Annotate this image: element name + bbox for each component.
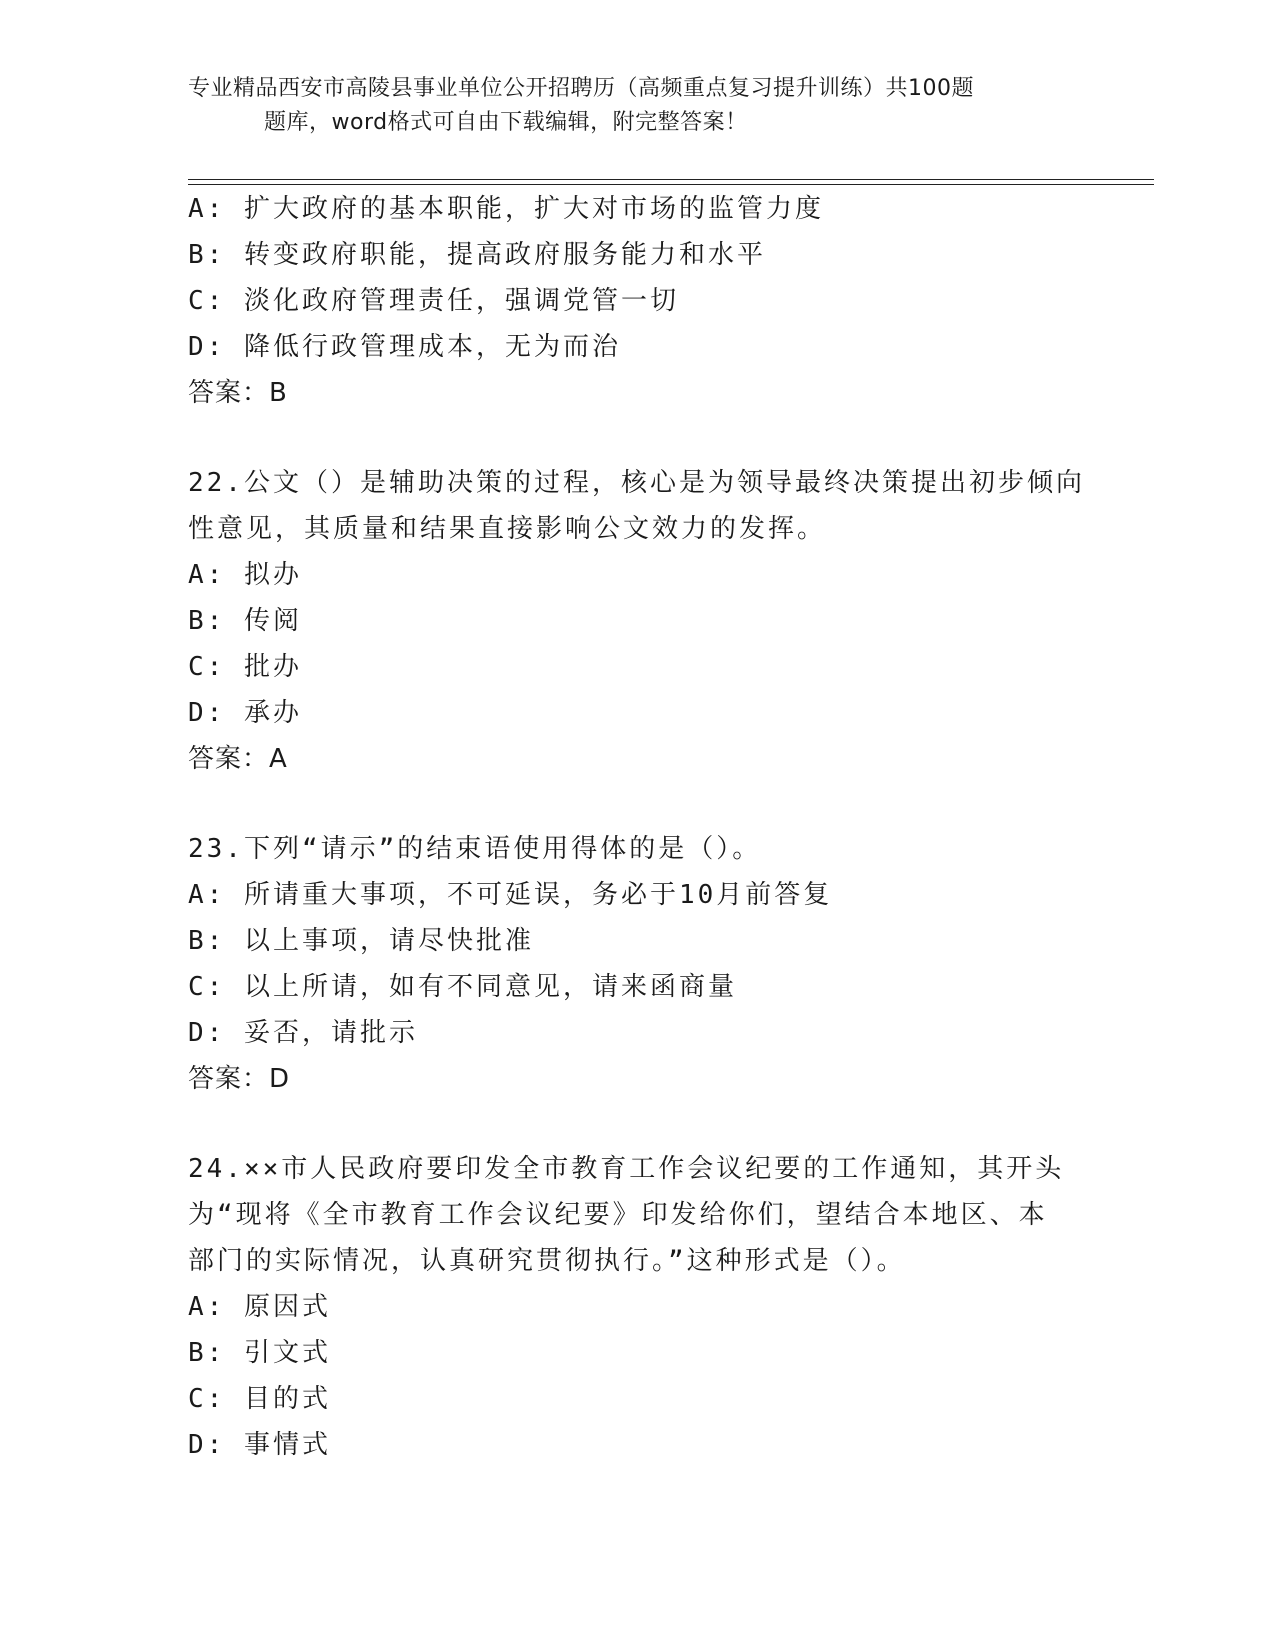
header-title-line-1: 专业精品西安市高陵县事业单位公开招聘历（高频重点复习提升训练）共100题 <box>188 76 974 101</box>
option-c: C: 批办 <box>188 652 302 682</box>
answer-line: 答案：D <box>188 1064 291 1094</box>
answer-line: 答案：A <box>188 744 288 774</box>
option-d: D: 降低行政管理成本，无为而治 <box>188 332 621 362</box>
question-21-block <box>188 186 1108 416</box>
document-body <box>188 186 1108 1468</box>
spacer <box>188 416 1108 460</box>
option-c: C: 淡化政府管理责任，强调党管一切 <box>188 286 679 316</box>
option-b: B: 转变政府职能，提高政府服务能力和水平 <box>188 240 766 270</box>
header-title-line-2: 题库，word格式可自由下载编辑，附完整答案！ <box>264 110 748 135</box>
option-b: B: 引文式 <box>188 1338 331 1368</box>
option-b: B: 以上事项，请尽快批准 <box>188 926 534 956</box>
option-d: D: 妥否，请批示 <box>188 1018 418 1048</box>
question-stem-line: 为“现将《全市教育工作会议纪要》印发给你们，望结合本地区、本 <box>188 1200 1048 1230</box>
option-a: A: 原因式 <box>188 1292 331 1322</box>
header-divider-top <box>188 179 1154 180</box>
option-d: D: 事情式 <box>188 1430 331 1460</box>
option-c: C: 目的式 <box>188 1384 331 1414</box>
spacer <box>188 1102 1108 1146</box>
question-stem-line: 23.下列“请示”的结束语使用得体的是（）。 <box>188 834 762 864</box>
document-header <box>188 72 1088 140</box>
option-d: D: 承办 <box>188 698 302 728</box>
option-a: A: 扩大政府的基本职能，扩大对市场的监管力度 <box>188 194 824 224</box>
option-a: A: 所请重大事项，不可延误，务必于10月前答复 <box>188 880 833 910</box>
answer-line: 答案：B <box>188 378 288 408</box>
option-a: A: 拟办 <box>188 560 302 590</box>
question-stem-line: 22.公文（）是辅助决策的过程，核心是为领导最终决策提出初步倾向 <box>188 468 1085 498</box>
header-divider-bottom <box>188 184 1154 185</box>
question-stem-line: 性意见，其质量和结果直接影响公文效力的发挥。 <box>188 514 827 544</box>
option-c: C: 以上所请，如有不同意见，请来函商量 <box>188 972 737 1002</box>
option-b: B: 传阅 <box>188 606 302 636</box>
question-24-block <box>188 1146 1108 1468</box>
question-23-block <box>188 826 1108 1102</box>
question-stem-line: 部门的实际情况，认真研究贯彻执行。”这种形式是（）。 <box>188 1246 906 1276</box>
question-22-block <box>188 460 1108 782</box>
spacer <box>188 782 1108 826</box>
question-stem-line: 24.××市人民政府要印发全市教育工作会议纪要的工作通知，其开头 <box>188 1154 1065 1184</box>
